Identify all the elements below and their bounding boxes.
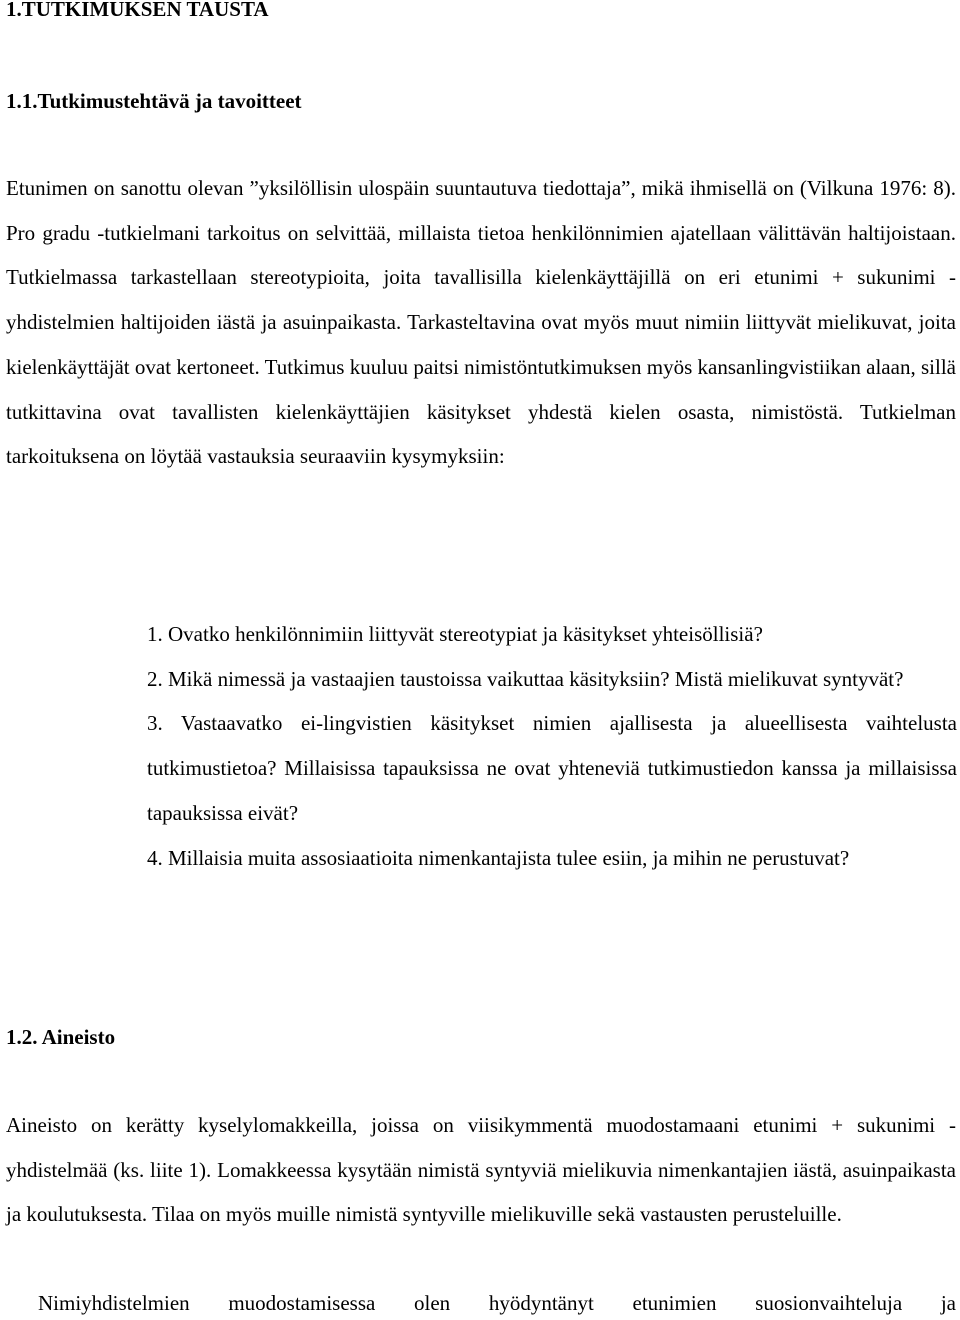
chapter-heading: 1.TUTKIMUKSEN TAUSTA: [6, 0, 269, 21]
research-questions-list: [147, 612, 957, 880]
next-paragraph-start: Nimiyhdistelmien muodostamisessa olen hyödyntänyt etunimien suosionvaihteluja ja: [38, 1291, 956, 1315]
section-heading-tutkimustehtava: 1.1.Tutkimustehtävä ja tavoitteet: [6, 89, 302, 113]
research-question: 4. Millaisia muita assosiaatioita nimenkantajista tulee esiin, ja mihin ne perustuvat?: [147, 845, 850, 870]
research-question: 1. Ovatko henkilönnimiin liittyvät stereotypiat ja käsitykset yhteisöllisiä?: [147, 622, 763, 646]
section-paragraph-aineisto: Aineisto on kerätty kyselylomakkeilla, joissa on viisikymmentä muodostamaani etunimi + sukunimi -yhdistelmää (ks. liite 1). Lomakkeessa kysytään nimistä syntyviä mielikuvia nimenkantajien iästä, asuinpaikasta ja koulutuksesta. Tilaa on myös muille nimistä syntyville mielikuville sekä vastausten perusteluille.: [6, 1113, 956, 1227]
research-question: 2. Mikä nimessä ja vastaajien taustoissa vaikuttaa käsityksiin? Mistä mielikuvat syntyvät?: [147, 666, 904, 691]
section-heading-aineisto: 1.2. Aineisto: [6, 1025, 116, 1049]
section-paragraph-intro: Etunimen on sanottu olevan ”yksilöllisin ulospäin suuntautuva tiedottaja”, mikä ihmisellä on (Vilkuna 1976: 8). Pro gradu -tutkielmani tarkoitus on selvittää, millaista tietoa henkilönnimien ajatellaan välittävän haltijoistaan. Tutkielmassa tarkastellaan stereotypioita, joita tavallisilla kielenkäyttäjillä on eri etunimi + sukunimi -yhdistelmien haltijoiden iästä ja asuinpaikasta. Tarkasteltavina ovat myös muut nimiin liittyvät mielikuvat, joita kielenkäyttäjät ovat kertoneet. Tutkimus kuuluu paitsi nimistöntutkimuksen myös kansanlingvistiikan alaan, sillä tutkittavina ovat tavallisten kielenkäyttäjien käsitykset yhdestä kielen osasta, nimistöstä. Tutkielman tarkoituksena on löytää vastauksia seuraaviin kysymyksiin:: [6, 176, 956, 469]
research-question: 3. Vastaavatko ei-lingvistien käsitykset nimien ajallisesta ja alueellisesta vaihtelusta tutkimustietoa? Millaisissa tapauksissa ne ovat yhteneviä tutkimustiedon kanssa ja millaisissa tapauksissa eivät?: [147, 711, 957, 825]
